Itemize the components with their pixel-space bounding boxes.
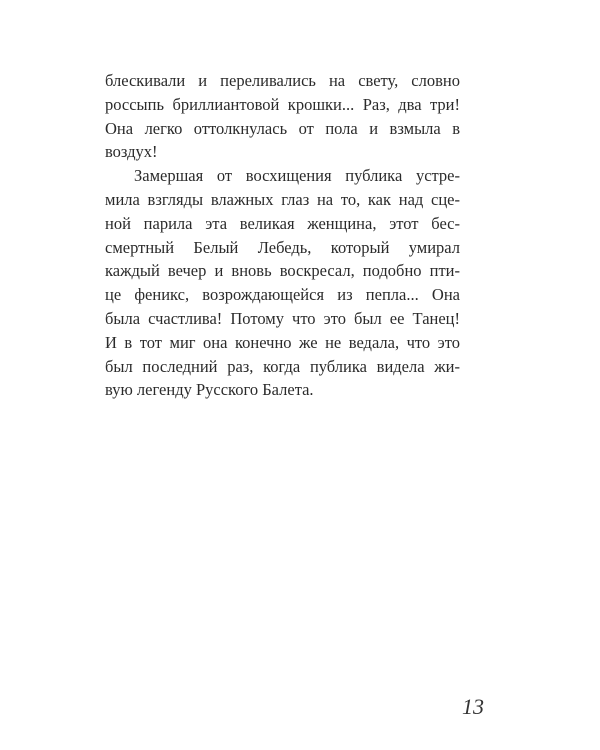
text-line: россыпь бриллиантовой крошки... Раз, два три! [105,94,460,114]
text-line: ной парила эта великая женщина, этот бес- [105,213,460,233]
text-line: был последний раз, когда публика видела жи- [105,356,460,376]
text-line: Она легко оттолкнулась от пола и взмыла в [105,118,460,138]
text-line: смертный Белый Лебедь, который умирал [105,237,460,257]
text-line: И в тот миг она конечно же не ведала, что это [105,332,460,352]
text-line: была счастлива! Потому что это был ее Танец! [105,308,460,328]
text-line: каждый вечер и вновь воскресал, подобно пти- [105,261,460,281]
text-line: вую легенду Русского Балета. [105,380,314,400]
text-line: Замершая от восхищения публика устре- [134,166,460,186]
body-text [105,69,460,402]
text-line: мила взгляды влажных глаз на то, как над сце- [105,189,460,209]
text-line: воздух! [105,142,158,162]
page-number: 13 [462,694,484,719]
text-line: це феникс, возрождающейся из пепла... Она [105,285,460,305]
text-line: блескивали и переливались на свету, словно [105,71,460,90]
